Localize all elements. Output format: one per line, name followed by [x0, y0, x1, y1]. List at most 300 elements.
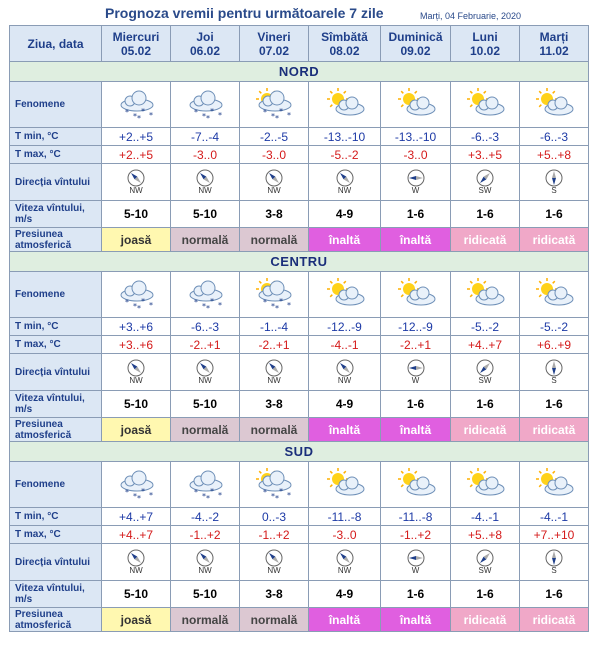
- tmax-value: -3..0: [171, 146, 240, 164]
- wind-speed-value: 4-9: [309, 201, 381, 228]
- svg-text:*: *: [125, 487, 129, 497]
- wind-direction-label: S: [551, 376, 557, 385]
- row-label: Presiunea atmosferică: [10, 608, 102, 632]
- tmin-value: -6..-3: [171, 318, 240, 336]
- tmin-value: -6..-3: [451, 128, 520, 146]
- compass-icon: [102, 169, 170, 187]
- svg-text:*: *: [271, 111, 275, 121]
- tmax-value: -3..0: [309, 526, 381, 544]
- pressure-value: înaltă: [381, 418, 451, 442]
- region-title: SUD: [10, 442, 589, 462]
- wind-speed-value: 3-8: [240, 391, 309, 418]
- weather-cell: [240, 462, 309, 508]
- compass-icon: [451, 169, 519, 187]
- tmax-value: +5..+8: [520, 146, 589, 164]
- svg-text:*: *: [149, 490, 153, 500]
- svg-text:*: *: [194, 487, 198, 497]
- tmax-value: +2..+5: [102, 146, 171, 164]
- tmin-row: [10, 128, 589, 146]
- pressure-row: [10, 418, 589, 442]
- wind-direction-cell: [451, 354, 520, 391]
- sun-cloud-icon: [309, 277, 380, 313]
- sun-cloud-icon: [451, 87, 519, 123]
- row-label: Viteza vîntului, m/s: [10, 391, 102, 418]
- svg-text:*: *: [133, 111, 137, 121]
- tmin-row: [10, 508, 589, 526]
- pressure-value: înaltă: [309, 418, 381, 442]
- wind-direction-row: [10, 544, 589, 581]
- weather-cell: [451, 462, 520, 508]
- pressure-value: ridicată: [520, 418, 589, 442]
- compass-icon: [309, 359, 380, 377]
- svg-text:*: *: [263, 297, 267, 307]
- day-date: 08.02: [329, 43, 360, 58]
- weather-cell: [102, 462, 171, 508]
- weather-cell: [171, 272, 240, 318]
- wind-speed-value: 1-6: [520, 391, 589, 418]
- wind-direction-cell: [520, 354, 589, 391]
- row-label: T min, °C: [10, 128, 102, 146]
- tmin-value: +3..+6: [102, 318, 171, 336]
- sun-cloud-snow-icon: [240, 87, 308, 123]
- wind-direction-label: NW: [129, 186, 143, 195]
- wind-direction-cell: [102, 544, 171, 581]
- wind-direction-cell: [171, 544, 240, 581]
- weather-cell: [381, 462, 451, 508]
- svg-text:*: *: [275, 493, 279, 503]
- weather-cell: [381, 82, 451, 128]
- row-label: Presiunea atmosferică: [10, 228, 102, 252]
- wind-direction-label: W: [411, 376, 420, 385]
- region-row: [10, 62, 589, 82]
- tmax-value: +5..+8: [451, 526, 520, 544]
- day-name: Miercuri: [112, 29, 160, 44]
- svg-text:*: *: [279, 106, 283, 116]
- row-label: T max, °C: [10, 336, 102, 354]
- wind-direction-label: S: [551, 566, 557, 575]
- day-name: Marți: [539, 29, 569, 44]
- wind-direction-label: NW: [129, 376, 143, 385]
- compass-icon: [171, 169, 239, 187]
- svg-text:*: *: [210, 486, 214, 496]
- tmax-value: -4..-1: [309, 336, 381, 354]
- svg-text:*: *: [210, 296, 214, 306]
- day-date: 11.02: [539, 43, 569, 58]
- wind-speed-value: 1-6: [451, 391, 520, 418]
- row-label: Direcția vîntului: [10, 544, 102, 581]
- pressure-value: joasă: [102, 418, 171, 442]
- weather-cell: [102, 82, 171, 128]
- sun-cloud-icon: [309, 87, 380, 123]
- svg-text:*: *: [206, 493, 210, 503]
- tmin-value: -11..-8: [309, 508, 381, 526]
- tmin-value: -1..-4: [240, 318, 309, 336]
- tmin-row: [10, 318, 589, 336]
- day-header-4: [381, 26, 451, 62]
- tmin-value: -4..-1: [451, 508, 520, 526]
- wind-speed-value: 1-6: [381, 581, 451, 608]
- weather-cell: [520, 462, 589, 508]
- tmin-value: +4..+7: [102, 508, 171, 526]
- page-header: [0, 0, 600, 26]
- pressure-value: joasă: [102, 228, 171, 252]
- wind-direction-label: NW: [267, 376, 281, 385]
- cloud-snow-icon: [171, 87, 239, 123]
- compass-icon: [309, 169, 380, 187]
- wind-direction-cell: [171, 354, 240, 391]
- weather-cell: [520, 272, 589, 318]
- tmax-value: -2..+1: [240, 336, 309, 354]
- compass-icon: [240, 359, 308, 377]
- wind-direction-cell: [309, 164, 381, 201]
- tmin-value: -7..-4: [171, 128, 240, 146]
- svg-text:*: *: [125, 297, 129, 307]
- svg-text:*: *: [218, 110, 222, 120]
- wind-direction-cell: [240, 354, 309, 391]
- tmax-row: [10, 526, 589, 544]
- day-name: Sîmbătă: [321, 29, 368, 44]
- wind-direction-label: S: [551, 186, 557, 195]
- svg-text:*: *: [279, 486, 283, 496]
- wind-speed-row: [10, 581, 589, 608]
- row-label: Viteza vîntului, m/s: [10, 201, 102, 228]
- tmin-value: -6..-3: [520, 128, 589, 146]
- tmin-value: -5..-2: [451, 318, 520, 336]
- day-name: Joi: [196, 29, 214, 44]
- compass-icon: [520, 359, 588, 377]
- day-date: 06.02: [189, 43, 221, 58]
- wind-speed-value: 5-10: [171, 391, 240, 418]
- tmin-value: -12..-9: [309, 318, 381, 336]
- pressure-value: normală: [240, 228, 309, 252]
- weather-cell: [451, 82, 520, 128]
- cloud-snow-icon: [102, 277, 170, 313]
- tmax-value: -2..+1: [171, 336, 240, 354]
- tmin-value: -4..-2: [171, 508, 240, 526]
- tmin-value: 0..-3: [240, 508, 309, 526]
- tmax-value: +4..+7: [102, 526, 171, 544]
- compass-icon: [381, 549, 450, 567]
- wind-speed-row: [10, 391, 589, 418]
- tmax-value: +7..+10: [520, 526, 589, 544]
- row-label: Direcția vîntului: [10, 354, 102, 391]
- pressure-value: normală: [171, 418, 240, 442]
- phenomena-row: [10, 82, 589, 128]
- forecast-table: [9, 25, 589, 632]
- sun-cloud-icon: [309, 467, 380, 503]
- weather-cell: [381, 272, 451, 318]
- wind-speed-value: 1-6: [381, 391, 451, 418]
- wind-speed-value: 1-6: [520, 201, 589, 228]
- svg-text:*: *: [263, 107, 267, 117]
- wind-direction-label: SW: [478, 566, 492, 575]
- tmax-value: -1..+2: [381, 526, 451, 544]
- wind-speed-value: 1-6: [520, 581, 589, 608]
- tmax-row: [10, 336, 589, 354]
- wind-direction-label: NW: [267, 186, 281, 195]
- weather-cell: [171, 82, 240, 128]
- row-label: Viteza vîntului, m/s: [10, 581, 102, 608]
- wind-direction-cell: [451, 544, 520, 581]
- svg-text:*: *: [133, 301, 137, 311]
- phenomena-row: [10, 272, 589, 318]
- tmax-value: -1..+2: [171, 526, 240, 544]
- wind-direction-label: SW: [478, 186, 492, 195]
- row-label: Fenomene: [10, 272, 102, 318]
- wind-direction-cell: [309, 544, 381, 581]
- wind-direction-label: NW: [198, 566, 212, 575]
- svg-text:*: *: [125, 107, 129, 117]
- svg-text:*: *: [287, 110, 291, 120]
- weather-cell: [309, 272, 381, 318]
- cloud-snow-icon: [102, 467, 170, 503]
- cloud-snow-icon: [102, 87, 170, 123]
- wind-direction-cell: [520, 164, 589, 201]
- svg-text:*: *: [287, 300, 291, 310]
- tmin-value: -13..-10: [309, 128, 381, 146]
- wind-direction-cell: [381, 164, 451, 201]
- current-date: Marți, 04 Februarie, 2020: [420, 11, 522, 21]
- tmax-value: +4..+7: [451, 336, 520, 354]
- cloud-snow-icon: [171, 467, 239, 503]
- sun-cloud-icon: [520, 467, 588, 503]
- sun-cloud-icon: [381, 87, 450, 123]
- region-title: CENTRU: [10, 252, 589, 272]
- svg-text:*: *: [149, 110, 153, 120]
- weather-cell: [171, 462, 240, 508]
- sun-cloud-icon: [520, 277, 588, 313]
- wind-speed-value: 5-10: [102, 201, 171, 228]
- pressure-row: [10, 228, 589, 252]
- wind-direction-label: NW: [337, 376, 352, 385]
- day-name: Duminică: [388, 29, 443, 44]
- svg-text:*: *: [141, 486, 145, 496]
- compass-icon: [171, 549, 239, 567]
- svg-text:*: *: [194, 297, 198, 307]
- wind-speed-value: 1-6: [381, 201, 451, 228]
- tmax-value: -1..+2: [240, 526, 309, 544]
- row-label: T min, °C: [10, 318, 102, 336]
- weather-cell: [240, 272, 309, 318]
- day-header-6: [520, 26, 589, 62]
- page-title: Prognoza vremii pentru următoarele 7 zile: [105, 5, 384, 21]
- wind-direction-label: NW: [337, 186, 352, 195]
- wind-direction-cell: [102, 164, 171, 201]
- day-header-2: [240, 26, 309, 62]
- tmin-value: -4..-1: [520, 508, 589, 526]
- svg-text:*: *: [149, 300, 153, 310]
- pressure-value: normală: [171, 228, 240, 252]
- svg-text:*: *: [206, 303, 210, 313]
- compass-icon: [102, 359, 170, 377]
- day-header-3: [309, 26, 381, 62]
- tmin-value: -2..-5: [240, 128, 309, 146]
- compass-icon: [451, 549, 519, 567]
- wind-direction-cell: [520, 544, 589, 581]
- compass-icon: [451, 359, 519, 377]
- cloud-snow-icon: [171, 277, 239, 313]
- wind-direction-row: [10, 354, 589, 391]
- day-date: 10.02: [469, 43, 501, 58]
- sun-cloud-icon: [451, 467, 519, 503]
- wind-speed-row: [10, 201, 589, 228]
- svg-text:*: *: [279, 296, 283, 306]
- compass-icon: [240, 549, 308, 567]
- pressure-value: ridicată: [520, 228, 589, 252]
- svg-text:*: *: [194, 107, 198, 117]
- sun-cloud-icon: [381, 467, 450, 503]
- pressure-value: ridicată: [451, 418, 520, 442]
- weather-cell: [520, 82, 589, 128]
- pressure-value: normală: [171, 608, 240, 632]
- wind-direction-cell: [381, 354, 451, 391]
- day-date: 05.02: [120, 43, 152, 58]
- row-label: Fenomene: [10, 82, 102, 128]
- svg-text:*: *: [137, 303, 141, 313]
- sun-cloud-icon: [381, 277, 450, 313]
- wind-direction-cell: [381, 544, 451, 581]
- wind-direction-label: W: [411, 566, 420, 575]
- tmax-value: -3..0: [381, 146, 451, 164]
- tmax-value: -5..-2: [309, 146, 381, 164]
- compass-icon: [520, 169, 588, 187]
- tmin-value: -12..-9: [381, 318, 451, 336]
- wind-direction-label: NW: [198, 376, 212, 385]
- wind-direction-label: NW: [337, 566, 352, 575]
- wind-speed-value: 3-8: [240, 201, 309, 228]
- pressure-value: normală: [240, 418, 309, 442]
- wind-speed-value: 1-6: [451, 581, 520, 608]
- pressure-value: înaltă: [309, 228, 381, 252]
- svg-text:*: *: [141, 106, 145, 116]
- wind-speed-value: 5-10: [102, 581, 171, 608]
- region-row: [10, 252, 589, 272]
- weather-cell: [309, 82, 381, 128]
- wind-speed-value: 5-10: [171, 581, 240, 608]
- pressure-value: normală: [240, 608, 309, 632]
- sun-cloud-icon: [451, 277, 519, 313]
- day-date-label: Ziua, data: [10, 26, 102, 62]
- pressure-value: ridicată: [451, 608, 520, 632]
- svg-text:*: *: [287, 490, 291, 500]
- tmin-value: +2..+5: [102, 128, 171, 146]
- wind-speed-value: 5-10: [171, 201, 240, 228]
- svg-text:*: *: [271, 301, 275, 311]
- wind-direction-cell: [171, 164, 240, 201]
- compass-icon: [102, 549, 170, 567]
- compass-icon: [240, 169, 308, 187]
- compass-icon: [171, 359, 239, 377]
- svg-text:*: *: [202, 111, 206, 121]
- compass-icon: [381, 359, 450, 377]
- day-header-5: [451, 26, 520, 62]
- tmax-value: +3..+6: [102, 336, 171, 354]
- weather-cell: [102, 272, 171, 318]
- row-label: T max, °C: [10, 146, 102, 164]
- pressure-value: înaltă: [309, 608, 381, 632]
- region-row: [10, 442, 589, 462]
- svg-text:*: *: [202, 301, 206, 311]
- phenomena-row: [10, 462, 589, 508]
- weather-cell: [240, 82, 309, 128]
- svg-text:*: *: [210, 106, 214, 116]
- wind-speed-value: 1-6: [451, 201, 520, 228]
- svg-text:*: *: [263, 487, 267, 497]
- weather-cell: [309, 462, 381, 508]
- weather-cell: [451, 272, 520, 318]
- svg-text:*: *: [141, 296, 145, 306]
- pressure-value: înaltă: [381, 228, 451, 252]
- pressure-value: înaltă: [381, 608, 451, 632]
- wind-speed-value: 4-9: [309, 581, 381, 608]
- tmin-value: -11..-8: [381, 508, 451, 526]
- sun-cloud-snow-icon: [240, 277, 308, 313]
- pressure-row: [10, 608, 589, 632]
- row-label: T min, °C: [10, 508, 102, 526]
- wind-direction-label: W: [411, 186, 420, 195]
- day-header-1: [171, 26, 240, 62]
- svg-text:*: *: [271, 491, 275, 501]
- wind-direction-cell: [451, 164, 520, 201]
- pressure-value: ridicată: [451, 228, 520, 252]
- wind-direction-label: NW: [198, 186, 212, 195]
- tmax-value: +6..+9: [520, 336, 589, 354]
- wind-direction-row: [10, 164, 589, 201]
- day-date: 07.02: [258, 43, 290, 58]
- wind-speed-value: 4-9: [309, 391, 381, 418]
- pressure-value: ridicată: [520, 608, 589, 632]
- compass-icon: [309, 549, 380, 567]
- region-title: NORD: [10, 62, 589, 82]
- wind-direction-cell: [240, 544, 309, 581]
- wind-direction-label: SW: [478, 376, 492, 385]
- tmax-value: +3..+5: [451, 146, 520, 164]
- compass-icon: [381, 169, 450, 187]
- tmax-value: -2..+1: [381, 336, 451, 354]
- sun-cloud-snow-icon: [240, 467, 308, 503]
- wind-speed-value: 5-10: [102, 391, 171, 418]
- svg-text:*: *: [133, 491, 137, 501]
- compass-icon: [520, 549, 588, 567]
- pressure-value: joasă: [102, 608, 171, 632]
- tmax-value: -3..0: [240, 146, 309, 164]
- row-label: T max, °C: [10, 526, 102, 544]
- wind-direction-label: NW: [129, 566, 143, 575]
- svg-text:*: *: [218, 490, 222, 500]
- row-label: Fenomene: [10, 462, 102, 508]
- day-name: Vineri: [257, 29, 291, 44]
- day-header-row: [10, 26, 589, 62]
- svg-text:*: *: [137, 493, 141, 503]
- tmin-value: -5..-2: [520, 318, 589, 336]
- wind-direction-cell: [240, 164, 309, 201]
- tmax-row: [10, 146, 589, 164]
- wind-speed-value: 3-8: [240, 581, 309, 608]
- svg-text:*: *: [275, 303, 279, 313]
- svg-text:*: *: [275, 113, 279, 123]
- sun-cloud-icon: [520, 87, 588, 123]
- svg-text:*: *: [202, 491, 206, 501]
- row-label: Direcția vîntului: [10, 164, 102, 201]
- svg-text:*: *: [206, 113, 210, 123]
- wind-direction-label: NW: [267, 566, 281, 575]
- tmin-value: -13..-10: [381, 128, 451, 146]
- wind-direction-cell: [102, 354, 171, 391]
- wind-direction-cell: [309, 354, 381, 391]
- svg-text:*: *: [137, 113, 141, 123]
- row-label: Presiunea atmosferică: [10, 418, 102, 442]
- svg-text:*: *: [218, 300, 222, 310]
